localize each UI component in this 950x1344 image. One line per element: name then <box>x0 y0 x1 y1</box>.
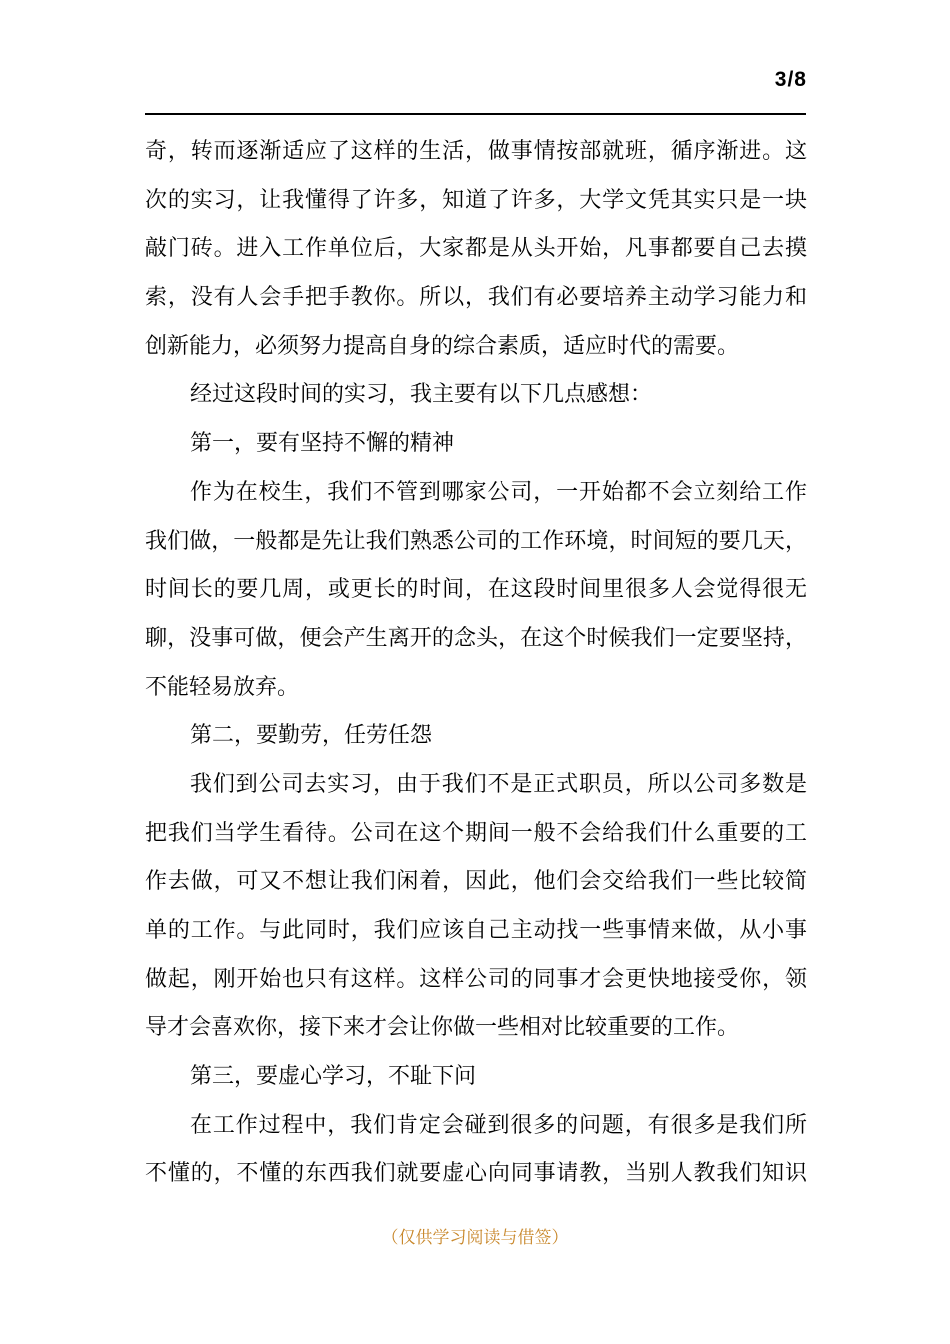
section-heading: 第二，要勤劳，任劳任怨 <box>190 723 433 749</box>
text-line: 奇，转而逐渐适应了这样的生活，做事情按部就班，循序渐进。这 <box>145 139 807 164</box>
text-line: 作去做，可又不想让我们闲着，因此，他们会交给我们一些比较简 <box>145 869 807 895</box>
page-number: 3/8 <box>774 68 807 91</box>
text-line: 我们做，一般都是先让我们熟悉公司的工作环境，时间短的要几天， <box>145 528 807 554</box>
text-line: 把我们当学生看待。公司在这个期间一般不会给我们什么重要的工 <box>145 820 807 846</box>
body-text <box>145 128 807 1199</box>
text-line: 创新能力，必须努力提高自身的综合素质，适应时代的需要。 <box>145 333 740 359</box>
text-line: 作为在校生，我们不管到哪家公司，一开始都不会立刻给工作 <box>190 479 807 505</box>
section-heading: 第一，要有坚持不懈的精神 <box>190 431 455 457</box>
text-line: 索，没有人会手把手教你。所以，我们有必要培养主动学习能力和 <box>145 285 807 311</box>
text-line: 单的工作。与此同时，我们应该自己主动找一些事情来做，从小事 <box>145 918 807 943</box>
footer-note: （仅供学习阅读与借签） <box>381 1228 569 1248</box>
text-line: 时间长的要几周，或更长的时间，在这段时间里很多人会觉得很无 <box>145 577 807 603</box>
text-line: 聊，没事可做，便会产生离开的念头，在这个时候我们一定要坚持， <box>145 625 807 651</box>
text-line: 次的实习，让我懂得了许多，知道了许多，大学文凭其实只是一块 <box>145 187 807 213</box>
text-line: 我们到公司去实习，由于我们不是正式职员，所以公司多数是 <box>190 771 807 797</box>
text-line: 经过这段时间的实习，我主要有以下几点感想： <box>190 382 653 408</box>
header-rule <box>145 113 806 115</box>
text-line: 不能轻易放弃。 <box>145 674 300 700</box>
section-heading: 第三，要虚心学习，不耻下问 <box>190 1064 477 1090</box>
text-line: 导才会喜欢你，接下来才会让你做一些相对比较重要的工作。 <box>145 1015 740 1041</box>
text-line: 敲门砖。进入工作单位后，大家都是从头开始，凡事都要自己去摸 <box>145 236 807 262</box>
text-line: 做起，刚开始也只有这样。这样公司的同事才会更快地接受你，领 <box>145 966 807 992</box>
text-line: 在工作过程中，我们肯定会碰到很多的问题，有很多是我们所 <box>190 1112 807 1138</box>
text-line: 不懂的，不懂的东西我们就要虚心向同事请教，当别人教我们知识 <box>145 1161 807 1187</box>
